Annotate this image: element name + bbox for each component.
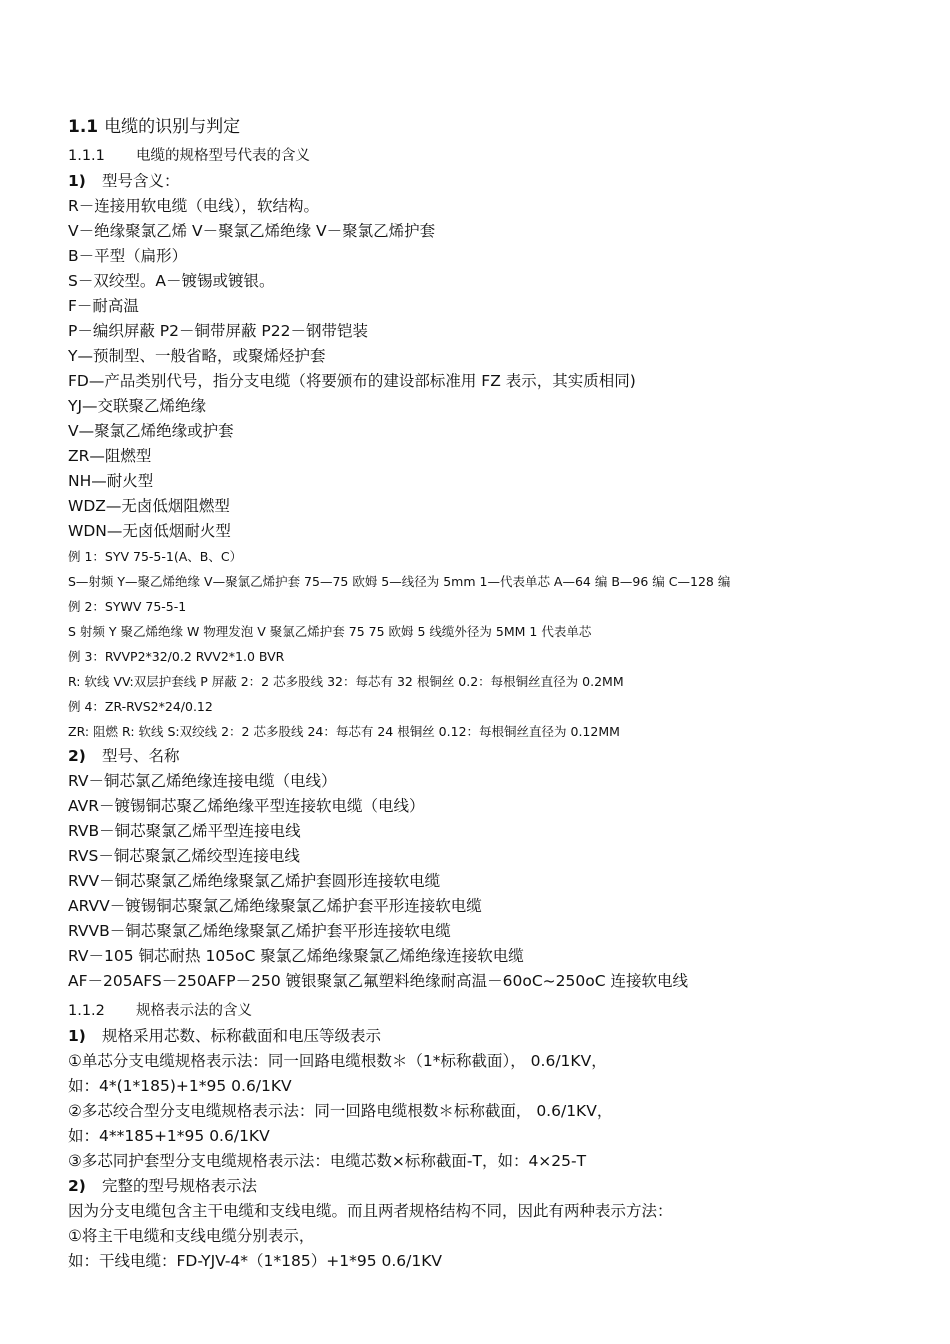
example-line: ZR: 阻燃 R: 软线 S:双绞线 2：2 芯多股线 24：每芯有 24 根铜丝 0.12：每根铜丝直径为 0.12MM	[68, 724, 620, 739]
text-line: ①将主干电缆和支线电缆分别表示，	[68, 1227, 315, 1245]
section-number: 1.1	[68, 117, 99, 137]
subsection-1-1-2	[68, 999, 928, 1024]
item-heading-full-spec	[68, 1174, 928, 1199]
text-line: FD—产品类别代号，指分支电缆（将要颁布的建设部标准用 FZ 表示，其实质相同)	[68, 372, 636, 390]
text-line: RV－105 铜芯耐热 105oC 聚氯乙烯绝缘聚氯乙烯绝缘连接软电缆	[68, 947, 524, 965]
text-line: RVS－铜芯聚氯乙烯绞型连接电线	[68, 847, 300, 865]
text-line: 因为分支电缆包含主干电缆和支线电缆。而且两者规格结构不同，因此有两种表示方法：	[68, 1202, 673, 1220]
item-heading-model-name	[68, 744, 928, 769]
text-line: AF－205AFS－250AFP－250 镀银聚氯乙氟塑料绝缘耐高温－60oC~250oC 连接软电线	[68, 972, 688, 990]
text-line: V－绝缘聚氯乙烯 V－聚氯乙烯绝缘 V－聚氯乙烯护套	[68, 222, 436, 240]
example-line: S—射频 Y—聚乙烯绝缘 V—聚氯乙烯护套 75—75 欧姆 5—线径为 5mm 1—代表单芯 A—64 编 B—96 编 C—128 编	[68, 574, 731, 589]
text-line: ①单芯分支电缆规格表示法：同一回路电缆根数＊（1*标称截面）， 0.6/1KV，	[68, 1052, 607, 1070]
text-line: ZR—阻燃型	[68, 447, 152, 465]
subsection-heading: 规格表示法的含义	[136, 1003, 252, 1019]
subsection-heading: 电缆的规格型号代表的含义	[136, 148, 310, 164]
example-line: R: 软线 VV:双层护套线 P 屏蔽 2：2 芯多股线 32：每芯有 32 根铜丝 0.2：每根铜丝直径为 0.2MM	[68, 674, 624, 689]
item-number: 2)	[68, 747, 86, 765]
section-heading: 电缆的识别与判定	[104, 117, 241, 137]
text-line: ARVV－镀锡铜芯聚氯乙烯绝缘聚氯乙烯护套平形连接软电缆	[68, 897, 482, 915]
item-heading: 规格采用芯数、标称截面和电压等级表示	[102, 1027, 382, 1045]
text-line: Y—预制型、一般省略，或聚烯烃护套	[68, 347, 326, 365]
text-line: 如：4**185+1*95 0.6/1KV	[68, 1127, 270, 1145]
text-line: RVV－铜芯聚氯乙烯绝缘聚氯乙烯护套圆形连接软电缆	[68, 872, 441, 890]
text-line: ③多芯同护套型分支电缆规格表示法：电缆芯数×标称截面-T，如：4×25-T	[68, 1152, 587, 1170]
example-line: 例 1：SYV 75-5-1(A、B、C）	[68, 549, 243, 564]
item-heading: 型号含义：	[102, 172, 180, 190]
text-line: 如：4*(1*185)+1*95 0.6/1KV	[68, 1077, 292, 1095]
text-line: ②多芯绞合型分支电缆规格表示法：同一回路电缆根数＊标称截面， 0.6/1KV，	[68, 1102, 613, 1120]
item-heading-model-meaning	[68, 169, 928, 194]
section-title	[68, 112, 928, 142]
item-number: 2)	[68, 1177, 86, 1195]
text-line: YJ—交联聚乙烯绝缘	[68, 397, 207, 415]
text-line: R－连接用软电缆（电线），软结构。	[68, 197, 320, 215]
item-heading: 完整的型号规格表示法	[102, 1177, 258, 1195]
text-line: RVB－铜芯聚氯乙烯平型连接电线	[68, 822, 301, 840]
text-line: WDN—无卤低烟耐火型	[68, 522, 231, 540]
text-line: RVVB－铜芯聚氯乙烯绝缘聚氯乙烯护套平形连接软电缆	[68, 922, 451, 940]
subsection-number: 1.1.1	[68, 148, 105, 164]
item-number: 1)	[68, 172, 86, 190]
item-number: 1)	[68, 1027, 86, 1045]
item-heading-spec	[68, 1024, 928, 1049]
document-page	[68, 112, 928, 1274]
text-line: F－耐高温	[68, 297, 139, 315]
text-line: WDZ—无卤低烟阻燃型	[68, 497, 230, 515]
text-line: 如：干线电缆：FD-YJV-4*（1*185）+1*95 0.6/1KV	[68, 1252, 442, 1270]
example-line: 例 4：ZR-RVS2*24/0.12	[68, 699, 213, 714]
text-line: S－双绞型。A－镀锡或镀银。	[68, 272, 275, 290]
text-line: RV－铜芯氯乙烯绝缘连接电缆（电线）	[68, 772, 337, 790]
example-line: 例 3：RVVP2*32/0.2 RVV2*1.0 BVR	[68, 649, 285, 664]
text-line: P－编织屏蔽 P2－铜带屏蔽 P22－钢带铠装	[68, 322, 368, 340]
text-line: AVR－镀锡铜芯聚乙烯绝缘平型连接软电缆（电线）	[68, 797, 425, 815]
text-line: NH—耐火型	[68, 472, 154, 490]
example-line: S 射频 Y 聚乙烯绝缘 W 物理发泡 V 聚氯乙烯护套 75 75 欧姆 5 线缆外径为 5MM 1 代表单芯	[68, 624, 592, 639]
item-heading: 型号、名称	[102, 747, 180, 765]
text-line: V—聚氯乙烯绝缘或护套	[68, 422, 234, 440]
text-line: B－平型（扁形）	[68, 247, 188, 265]
subsection-1-1-1	[68, 144, 928, 169]
example-line: 例 2：SYWV 75-5-1	[68, 599, 187, 614]
subsection-number: 1.1.2	[68, 1003, 105, 1019]
